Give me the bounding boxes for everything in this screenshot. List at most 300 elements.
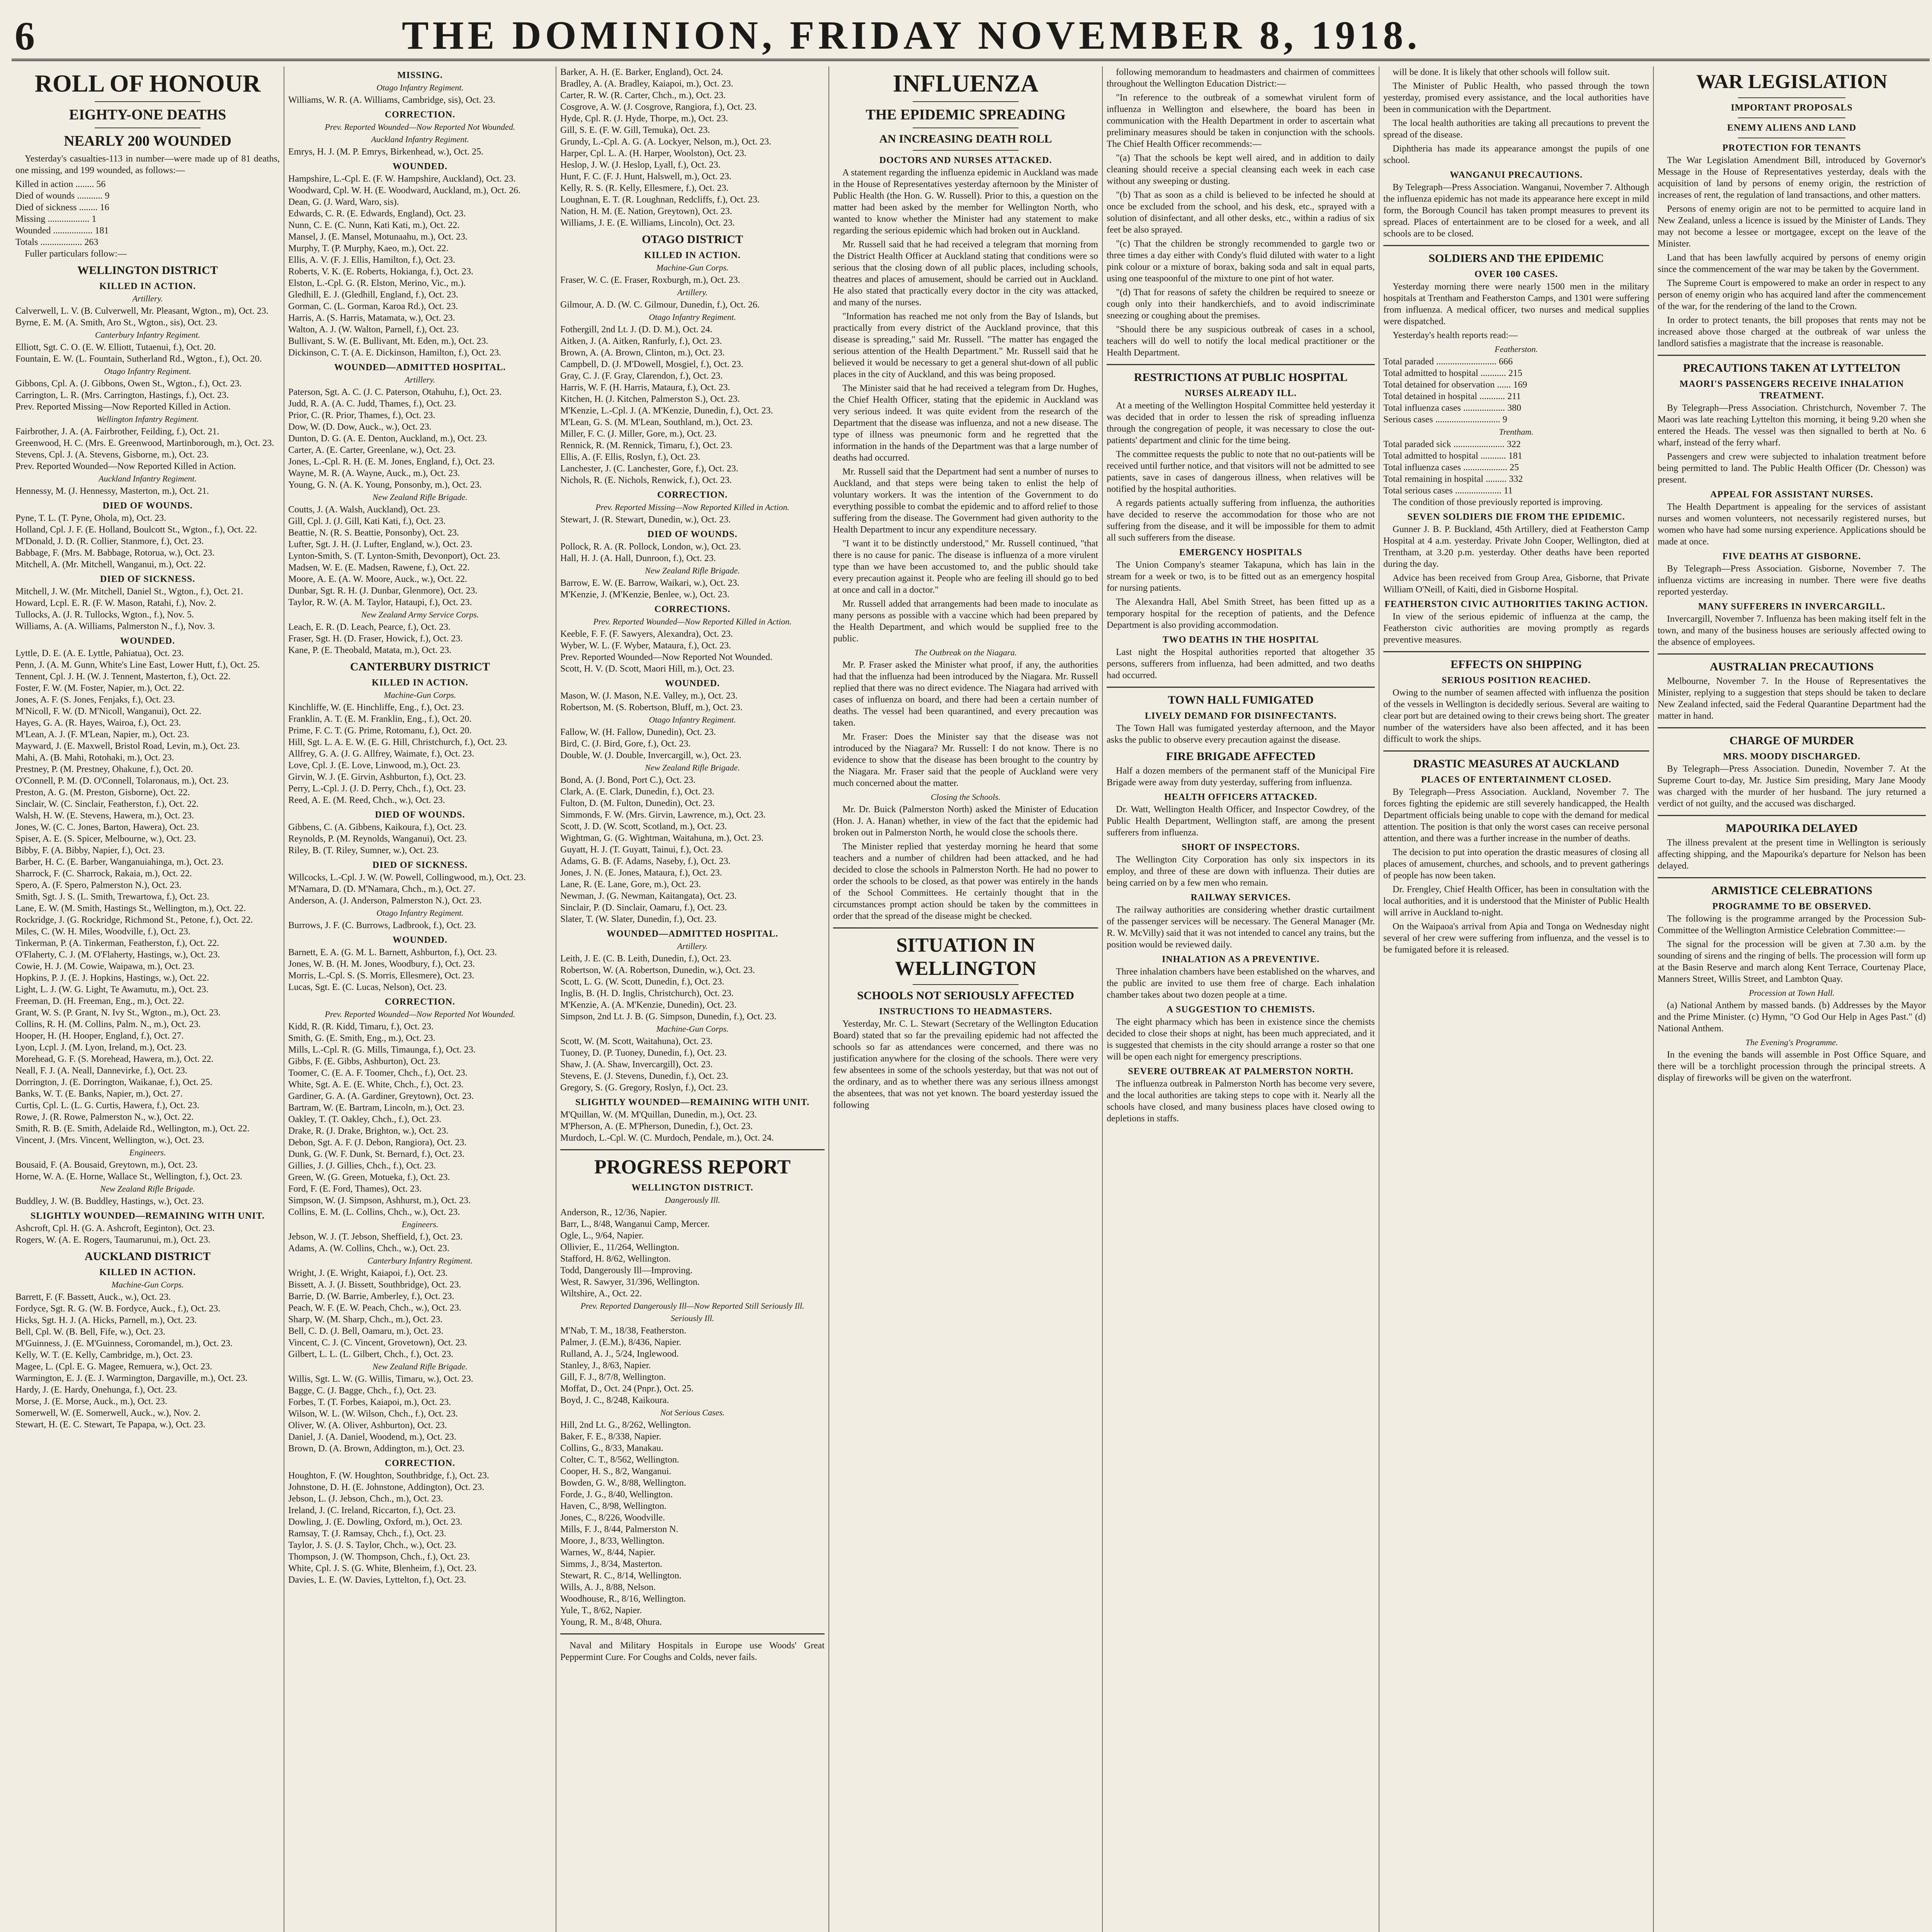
list-item: Hall, H. J. (A. Hall, Dunroon, f.), Oct. 23. — [560, 553, 716, 563]
summary-line: Died of wounds ........... 9 — [15, 191, 110, 201]
section-heading: DIED OF SICKNESS. — [100, 574, 196, 584]
list-item: Lyttle, D. E. (A. E. Lyttle, Pahiatua), Oct. 23. — [15, 648, 184, 658]
list-item: Hayes, G. A. (R. Hayes, Wairoa, f.), Oct. 23. — [15, 718, 181, 728]
list-item: Curtis, Cpl. L. (L. G. Curtis, Hawera, f.), Oct. 23. — [15, 1100, 199, 1111]
unit-heading: Dangerously Ill. — [665, 1195, 720, 1205]
subhead-instructions: INSTRUCTIONS TO HEADMASTERS. — [879, 1007, 1052, 1017]
list-item: Shaw, J. (A. Shaw, Invercargill), Oct. 23. — [560, 1060, 713, 1070]
article-heading: HEALTH OFFICERS ATTACKED. — [1164, 792, 1317, 802]
list-item: Vincent, C. J. (C. Vincent, Grovetown), Oct. 23. — [288, 1338, 467, 1348]
section-heading: KILLED IN ACTION. — [99, 281, 196, 291]
divider — [833, 927, 1098, 929]
casualty-list — [288, 821, 552, 856]
figure-line: Total influenza cases ................... 25 — [1383, 463, 1519, 473]
list-item: Scott, W. (M. Scott, Waitahuna), Oct. 23. — [560, 1036, 713, 1046]
list-item: Horne, W. A. (E. Horne, Wallace St., Wellington, f.), Oct. 23. — [15, 1172, 243, 1182]
article-paragraph: The influenza outbreak in Palmerston North has become very severe, and the local authorities are taking steps to cope with it. Nearly all the schools have closed, and many business places have closed owing to depletions in staffs. — [1107, 1079, 1375, 1124]
list-item: Edwards, C. R. (E. Edwards, England), Oct. 23. — [288, 209, 466, 219]
list-item: Mayward, J. (E. Maxwell, Bristol Road, Levin, m.), Oct. 23. — [15, 741, 240, 751]
section-heading: WOUNDED. — [665, 679, 720, 689]
casualty-list — [288, 94, 552, 106]
casualty-list — [560, 1036, 825, 1094]
list-item: Stewart, H. (E. C. Stewart, Te Papapa, w.), Oct. 23. — [15, 1420, 206, 1430]
section-heading: WOUNDED. — [120, 636, 175, 646]
divider — [1658, 815, 1926, 816]
list-item: Hill, Sgt. L. A. E. W. (E. G. Hill, Christchurch, f.), Oct. 23. — [288, 737, 507, 747]
list-item: O'Flaherty, C. J. (M. O'Flaherty, Hastings, w.), Oct. 23. — [15, 950, 220, 960]
subhead-enemy-aliens: ENEMY ALIENS AND LAND — [1727, 123, 1857, 133]
headline-soldiers-epidemic: SOLDIERS AND THE EPIDEMIC — [1429, 252, 1604, 265]
casualty-list — [288, 146, 552, 158]
list-item: Emrys, H. J. (M. P. Emrys, Birkenhead, w.), Oct. 25. — [288, 147, 484, 157]
list-item: Colter, C. T., 8/562, Wellington. — [560, 1455, 679, 1465]
article-paragraph: Owing to the number of seamen affected with influenza the position of the vessels in Wellington is decidedly serious. Several are waiting to clear port but are detained owing to their crews being short. The greater number of the watersiders have also been affected, and it has been difficult to work the ships. — [1383, 688, 1649, 744]
article-paragraph: "(d) That for reasons of safety the children be required to sneeze or cough only into their handkerchiefs, and to avoid indiscriminate sneezing or coughing about the premises. — [1107, 287, 1375, 321]
list-item: Oliver, W. (A. Oliver, Ashburton), Oct. 23. — [288, 1420, 447, 1430]
article-paragraph: Melbourne, November 7. In the House of Representatives the Minister, replying to a suggestion that steps should be taken to declare New Zealand infected, said the Federal Quarantine Department had the matter in hand. — [1658, 676, 1926, 721]
figure-line: Total paraded .......................... 666 — [1383, 357, 1513, 367]
section-heading: DIED OF WOUNDS. — [647, 529, 738, 539]
casualty-list — [560, 274, 825, 286]
list-item: Somerwell, W. (E. Somerwell, Auck., w.), Nov. 2. — [15, 1408, 201, 1418]
page-number: 6 — [15, 14, 35, 58]
list-item: Sharrock, F. (C. Sharrock, Rakaia, m.), Oct. 22. — [15, 869, 192, 879]
list-item: M'Lean, G. S. (M. M'Lean, Southland, m.), Oct. 23. — [560, 417, 753, 427]
list-item: Love, Cpl. J. (E. Love, Linwood, m.), Oct. 23. — [288, 760, 461, 770]
unit-heading: New Zealand Army Service Corps. — [361, 610, 479, 619]
article-paragraph: Last night the Hospital authorities reported that altogether 35 persons, sufferers from influenza, had been admitted, and two deaths had occurred. — [1107, 647, 1375, 680]
list-item: Forde, J. G., 8/40, Wellington. — [560, 1490, 673, 1500]
list-item: Coutts, J. (A. Walsh, Auckland), Oct. 23. — [288, 505, 440, 515]
list-item: Haven, C., 8/98, Wellington. — [560, 1501, 667, 1511]
divider — [1383, 750, 1649, 752]
article-paragraph: The War Legislation Amendment Bill, introduced by Governor's Message in the House of Representatives yesterday, deals with the acquisition of land by persons of enemy origin, the restriction of increases of rent, the regulation of land transactions, and other matters. — [1658, 155, 1926, 200]
list-item: Rowe, J. (R. Rowe, Palmerston N., w.), Oct. 22. — [15, 1112, 194, 1122]
list-item: Mills, F. J., 8/44, Palmerston N. — [560, 1524, 679, 1534]
article-paragraph: The local health authorities are taking all precautions to prevent the spread of the disease. — [1383, 118, 1649, 140]
list-item: Morehead, G. F. (S. Morehead, Hawera, m.), Oct. 22. — [15, 1054, 214, 1064]
article-heading: SEVERE OUTBREAK AT PALMERSTON NORTH. — [1128, 1066, 1354, 1077]
section-heading: DIED OF SICKNESS. — [372, 860, 468, 870]
district-heading: WELLINGTON DISTRICT — [77, 264, 218, 277]
list-item: M'Guinness, J. (E. M'Guinness, Coromandel, m.), Oct. 23. — [15, 1338, 233, 1349]
list-item: Leith, J. E. (C. B. Leith, Dunedin, f.), Oct. 23. — [560, 954, 731, 964]
list-item: Light, L. J. (W. G. Light, Te Awamutu, m.), Oct. 23. — [15, 985, 209, 995]
list-item: Fountain, E. W. (L. Fountain, Sutherland Rd., Wgton., f.), Oct. 20. — [15, 354, 262, 364]
list-item: Barr, L., 8/48, Wanganui Camp, Mercer. — [560, 1219, 710, 1229]
list-item: Ellis, A. V. (F. J. Ellis, Hamilton, f.), Oct. 23. — [288, 255, 455, 265]
article-paragraph: "(a) That the schools be kept well aired, and in addition to daily cleaning should receive a special cleansing each week in each case without any sweeping or dusting. — [1107, 153, 1375, 186]
article-paragraph: By Telegraph—Press Association. Christchurch, November 7. The Maori was late reaching Lyttelton this morning, it being 9.20 when she entered the Heads. The vessel was then signalled to berth at No. 6 wharf, instead of the ferry wharf. — [1658, 403, 1926, 448]
article-paragraph: (a) National Anthem by massed bands. (b) Addresses by the Mayor and the Prime Minister. (c) Hymn, "O God Our Help in Ages Past." (d) National Anthem. — [1658, 1000, 1926, 1034]
list-item: Ollivier, E., 11/264, Wellington. — [560, 1242, 679, 1252]
list-item: Prev. Reported Wounded—Now Reported Not Wounded. — [560, 652, 772, 662]
casualty-list — [288, 1470, 552, 1586]
list-item: M'Lean, A. J. (F. M'Lean, Napier, m.), Oct. 23. — [15, 730, 189, 740]
casualty-list — [560, 726, 825, 761]
casualty-list — [15, 342, 280, 365]
article-paragraph: Passengers and crew were subjected to inhalation treatment before being permitted to land. The Public Health Officer (Dr. Chesson) was present. — [1658, 452, 1926, 485]
unit-heading: Otago Infantry Regiment. — [649, 312, 736, 322]
casualty-list — [560, 953, 825, 1022]
divider — [1738, 97, 1845, 98]
list-item: Collins, E. M. (L. Collins, Chch., w.), Oct. 23. — [288, 1207, 460, 1217]
unit-heading: Artillery. — [132, 294, 163, 303]
district-heading: CANTERBURY DISTRICT — [350, 660, 490, 673]
list-item: Murphy, T. (P. Murphy, Kaeo, m.), Oct. 22. — [288, 243, 449, 253]
list-item: Walton, A. J. (W. Walton, Parnell, f.), Oct. 23. — [288, 325, 459, 335]
list-item: Foster, F. W. (M. Foster, Napier, m.), Oct. 22. — [15, 683, 184, 693]
list-item: Davies, L. E. (W. Davies, Lyttelton, f.), Oct. 23. — [288, 1575, 466, 1585]
list-item: Double, W. (J. Double, Invercargill, w.), Oct. 23. — [560, 750, 742, 760]
article-paragraph: following memorandum to headmasters and chairmen of committees throughout the Wellington Education District:— — [1107, 67, 1375, 89]
list-item: Fulton, D. (M. Fulton, Dunedin), Oct. 23. — [560, 798, 715, 808]
headline-lyttelton: PRECAUTIONS TAKEN AT LYTTELTON — [1683, 362, 1901, 374]
fuller-note: Fuller particulars follow:— — [25, 249, 127, 259]
article-paragraph: A statement regarding the influenza epidemic in Auckland was made in the House of Representatives yesterday afternoon by the Minister of Public Health (the Hon. G. W. Russell). Prior to this, a question on the matter had been asked by the member for Wellington North, who wanted to know whether the Minister had any statement to make regarding the serious epidemic which had broken out in Auckland. — [833, 168, 1098, 236]
subhead-wounded: NEARLY 200 WOUNDED — [64, 133, 231, 149]
casualty-list — [288, 1373, 552, 1454]
list-item: Gorman, C. (L. Gorman, Karoa Rd.), Oct. 23. — [288, 301, 458, 311]
list-item: Green, W. (G. Green, Motueka, f.), Oct. 23. — [288, 1172, 450, 1182]
column-7 — [1653, 66, 1930, 1932]
casualty-list — [15, 378, 280, 413]
list-item: Ellis, A. (F. Ellis, Roslyn, f.), Oct. 23. — [560, 452, 701, 462]
list-item: Dunton, D. G. (A. E. Denton, Auckland, m.), Oct. 23. — [288, 434, 487, 444]
subhead-doctors: DOCTORS AND NURSES ATTACKED. — [879, 155, 1052, 165]
article-subheading: The Outbreak on the Niagara. — [914, 648, 1017, 657]
list-item: Ford, F. (E. Ford, Thames), Oct. 23. — [288, 1184, 422, 1194]
list-item: Hooper, H. (H. Hooper, England, f.), Oct. 27. — [15, 1031, 184, 1041]
subhead-schools: SCHOOLS NOT SERIOUSLY AFFECTED — [857, 989, 1074, 1002]
list-item: Jebson, L. (J. Jebson, Chch., m.), Oct. 23. — [288, 1494, 443, 1504]
divider — [913, 984, 1019, 985]
divider — [560, 1149, 825, 1150]
article-heading: MANY SUFFERERS IN INVERCARGILL. — [1698, 602, 1886, 612]
list-item: Penn, J. (A. M. Gunn, White's Line East, Lower Hutt, f.), Oct. 25. — [15, 660, 260, 670]
section-heading: CORRECTION. — [384, 110, 456, 120]
list-item: Hill, 2nd Lt. G., 8/262, Wellington. — [560, 1420, 691, 1430]
casualty-list — [288, 947, 552, 993]
list-item: Keeble, F. F. (F. Sawyers, Alexandra), Oct. 23. — [560, 629, 733, 639]
list-item: Scott, H. V. (D. Scott, Maori Hill, m.), Oct. 23. — [560, 664, 735, 674]
list-item: Gillies, J. (J. Gillies, Chch., f.), Oct. 23. — [288, 1161, 436, 1171]
article-paragraph: The condition of those previously reported is improving. — [1393, 497, 1603, 507]
casualty-list — [560, 299, 825, 311]
intro-paragraph: Yesterday's casualties-113 in number—were made up of 81 deaths, one missing, and 199 wounded, as follows:— — [15, 154, 280, 175]
list-item: Cooper, H. S., 8/2, Wanganui. — [560, 1466, 672, 1476]
list-item: Willcocks, L.-Cpl. J. W. (W. Powell, Collingwood, m.), Oct. 23. — [288, 872, 526, 883]
unit-heading: New Zealand Rifle Brigade. — [645, 566, 740, 575]
list-item: Lynton-Smith, S. (T. Lynton-Smith, Devonport), Oct. 23. — [288, 551, 500, 561]
camp-heading: Featherston. — [1495, 344, 1538, 354]
article-subheading: Closing the Schools. — [930, 792, 1001, 802]
casualty-list — [15, 305, 280, 328]
list-item: Debon, Sgt. A. F. (J. Debon, Rangiora), Oct. 23. — [288, 1138, 467, 1148]
list-item: Wilson, W. L. (W. Wilson, Chch., f.), Oct. 23. — [288, 1409, 458, 1419]
article-paragraph: The Alexandra Hall, Abel Smith Street, has been fitted up as a temporary hospital for the reception of patients, and the Defence Department is also providing accommodation. — [1107, 597, 1375, 630]
list-item: Bell, C. D. (J. Bell, Oamaru, m.), Oct. 23. — [288, 1326, 444, 1336]
subhead-tenants: PROTECTION FOR TENANTS — [1722, 143, 1861, 153]
list-item: Peach, W. F. (E. W. Peach, Chch., w.), Oct. 23. — [288, 1303, 461, 1313]
list-item: Tennent, Cpl. J. H. (W. J. Tennent, Masterton, f.), Oct. 22. — [15, 672, 231, 682]
list-item: Mason, W. (J. Mason, N.E. Valley, m.), Oct. 23. — [560, 691, 738, 701]
list-item: Dow, W. (D. Dow, Auck., w.), Oct. 23. — [288, 422, 432, 432]
list-item: Young, G. N. (A. K. Young, Ponsonby, m.), Oct. 23. — [288, 480, 482, 490]
list-item: Hicks, Sgt. H. J. (A. Hicks, Parnell, m.), Oct. 23. — [15, 1315, 197, 1325]
article-paragraph: "(c) That the children be strongly recommended to gargle two or three times a day either with Condy's fluid diluted with water to a light pink colour or a mixture of borax, baking soda and salt in equal parts, using one teaspoonful of the mixture to one pint of hot water. — [1107, 239, 1375, 284]
article-heading: WANGANUI PRECAUTIONS. — [1450, 170, 1583, 180]
list-item: Carter, A. (E. Carter, Greenlane, w.), Oct. 23. — [288, 445, 456, 455]
article-paragraph: "I want it to be distinctly understood," Mr. Russell continued, "that there is no cause for panic. The disease is influenza of a more virulent type than we have been accustomed to, and the public should take every precaution against it. People who are feeling ill should go to bed at once and call in a doctor." — [833, 539, 1098, 595]
list-item: Pyne, T. L. (T. Pyne, Ohola, m), Oct. 23. — [15, 513, 166, 523]
list-item: Bird, C. (J. Bird, Gore, f.), Oct. 23. — [560, 739, 691, 749]
casualty-list — [560, 1109, 825, 1144]
list-item: Williams, W. R. (A. Williams, Cambridge, sis), Oct. 23. — [288, 95, 495, 105]
list-item: Harper, Cpl. L. A. (H. Harper, Woolston), Oct. 23. — [560, 148, 747, 158]
list-item: M'Pherson, A. (E. M'Pherson, Dunedin, f.), Oct. 23. — [560, 1121, 753, 1131]
headline-town-hall: TOWN HALL FUMIGATED — [1168, 694, 1314, 706]
list-item: Howard, Lcpl. E. R. (F. W. Mason, Ratahi, f.), Nov. 2. — [15, 598, 216, 608]
list-item: Prestney, P. (M. Prestney, Ohakune, f.), Oct. 20. — [15, 764, 193, 774]
list-item: Jones, L.-Cpl. R. H. (E. M. Jones, England, f.), Oct. 23. — [288, 457, 495, 467]
unit-heading: Machine-Gun Corps. — [656, 1024, 729, 1034]
list-item: Taylor, R. W. (A. M. Taylor, Hataupi, f.), Oct. 23. — [288, 597, 472, 607]
figure-line: Serious cases ............................ 9 — [1383, 415, 1507, 425]
list-item: Fairbrother, J. A. (A. Fairbrother, Feilding, f.), Oct. 21. — [15, 427, 219, 437]
subhead-epidemic: THE EPIDEMIC SPREADING — [866, 107, 1066, 123]
headline-war-legislation: WAR LEGISLATION — [1696, 71, 1888, 93]
divider — [1658, 355, 1926, 356]
casualty-list — [288, 702, 552, 806]
list-item: Adams, G. B. (F. Adams, Naseby, f.), Oct. 23. — [560, 856, 731, 866]
subhead-position: SERIOUS POSITION REACHED. — [1442, 675, 1591, 685]
list-item: Carrington, L. R. (Mrs. Carrington, Hastings, f.), Oct. 23. — [15, 390, 229, 400]
article-paragraph: Mr. P. Fraser asked the Minister what proof, if any, the authorities had that the influenza had been introduced by the Niagara. Mr. Russell replied that there was no direct evidence. The Niagara had arrived with cases of influenza on board, and there had been a certain number of deaths. The vessel had been quarantined, and every precaution was taken. — [833, 660, 1098, 728]
article-paragraph: The Town Hall was fumigated yesterday afternoon, and the Mayor asks the public to observe every precaution against the disease. — [1107, 723, 1375, 745]
list-item: Smith, R. B. (E. Smith, Adelaide Rd., Wellington, m.), Oct. 22. — [15, 1124, 250, 1134]
section-heading: CORRECTION. — [384, 1458, 456, 1468]
list-item: Gill, F. J., 8/7/8, Wellington. — [560, 1372, 666, 1382]
list-item: Bowden, G. W., 8/88, Wellington. — [560, 1478, 686, 1488]
subhead-entertainment: PLACES OF ENTERTAINMENT CLOSED. — [1421, 775, 1612, 785]
section-heading: WOUNDED. — [392, 162, 447, 172]
list-item: Sinclair, W. (C. Sinclair, Featherston, f.), Oct. 22. — [15, 799, 199, 809]
headline-roll-of-honour: ROLL OF HONOUR — [34, 70, 261, 97]
column-4 — [828, 66, 1102, 1932]
list-item: M'Nicoll, F. W. (D. M'Nicoll, Wanganui), Oct. 22. — [15, 706, 201, 716]
list-item: Stevens, E. (J. Stevens, Dunedin, f.), Oct. 23. — [560, 1071, 728, 1081]
list-item: Fraser, Sgt. H. (D. Fraser, Howick, f.), Oct. 23. — [288, 634, 463, 644]
headline-progress-report: PROGRESS REPORT — [594, 1156, 791, 1178]
list-item: Guyatt, H. J. (T. Guyatt, Tainui, f.), Oct. 23. — [560, 845, 723, 855]
figure-line: Total detained for observation ...... 169 — [1383, 380, 1527, 390]
casualty-list — [288, 386, 552, 491]
list-item: Bissett, A. J. (J. Bissett, Southbridge), Oct. 23. — [288, 1280, 461, 1290]
list-item: Freeman, D. (H. Freeman, Eng., m.), Oct. 22. — [15, 996, 184, 1006]
list-item: Holland, Cpl. J. F. (E. Holland, Boulcott St., Wgton., f.), Oct. 22. — [15, 525, 257, 535]
list-item: Kinchliffe, W. (E. Hinchliffe, Eng., f.), Oct. 23. — [288, 702, 464, 713]
list-item: Harris, A. (S. Harris, Matamata, w.), Oct. 23. — [288, 313, 455, 323]
list-item: Gregory, S. (G. Gregory, Roslyn, f.), Oct. 23. — [560, 1083, 728, 1093]
figure-line: Total detained in hospital ........... 211 — [1383, 391, 1521, 401]
camp-heading: Trentham. — [1499, 427, 1534, 437]
list-item: Kelly, R. S. (R. Kelly, Ellesmere, f.), Oct. 23. — [560, 183, 729, 193]
casualty-list — [15, 586, 280, 632]
list-item: Stevens, Cpl. J. (A. Stevens, Gisborne, m.), Oct. 23. — [15, 450, 209, 460]
list-item: Brown, D. (A. Brown, Addington, m.), Oct. 23. — [288, 1444, 464, 1454]
figure-line: Total admitted to hospital ........... 215 — [1383, 368, 1522, 378]
list-item: Stewart, R. C., 8/14, Wellington. — [560, 1571, 682, 1581]
column-2 — [284, 66, 556, 1932]
list-item: Madsen, W. E. (E. Madsen, Rawene, f.), Oct. 22. — [288, 563, 470, 573]
casualty-list — [560, 324, 825, 486]
headline-situation-wellington: SITUATION IN WELLINGTON — [895, 934, 1037, 980]
list-item: Byrne, E. M. (A. Smith, Aro St., Wgton., sis), Oct. 23. — [15, 318, 218, 328]
column-5 — [1102, 66, 1379, 1932]
list-item: Ireland, J. (C. Ireland, Riccarton, f.), Oct. 23. — [288, 1505, 456, 1515]
list-item: Rennick, R. (M. Rennick, Timaru, f.), Oct. 23. — [560, 440, 733, 451]
list-item: Lane, R. (E. Lane, Gore, m.), Oct. 23. — [560, 879, 701, 889]
article-paragraph: In view of the serious epidemic of influenza at the camp, the Featherston civic authorities are moving promptly as regards preventive measures. — [1383, 612, 1649, 645]
article-paragraph: The committee requests the public to note that no out-patients will be received until further notice, and that visitors will not be admitted to see patients, save in cases of dangerous illness, when relatives will be notified by the hospital authorities. — [1107, 449, 1375, 494]
article-paragraph: Mr. Russell said that he had received a telegram that morning from the District Health Officer at Auckland stating that conditions were so serious that the closing down of all public places, including schools, theatres and places of amusement, should be carried out in Auckland. He also stated that practically every doctor in the city was attacked, and many of the nurses. — [833, 240, 1098, 308]
figure-line: Total admitted to hospital ........... 181 — [1383, 451, 1522, 461]
list-item: Mitchell, A. (Mr. Mitchell, Wanganui, m.), Oct. 22. — [15, 560, 206, 570]
section-heading: WELLINGTON DISTRICT. — [631, 1183, 753, 1193]
list-item: Wright, J. (E. Wright, Kaiapoi, f.), Oct. 23. — [288, 1268, 448, 1278]
list-item: Nichols, R. (E. Nichols, Renwick, f.), Oct. 23. — [560, 475, 732, 485]
casualty-list — [288, 920, 552, 931]
casualty-list — [560, 66, 825, 229]
casualty-list — [15, 1196, 280, 1207]
article-paragraph: Yesterday morning there were nearly 1500 men in the military hospitals at Trentham and Featherston Camps, and 1301 were suffering from influenza. A medical officer, two nurses and medical supplies were dispatched. — [1383, 282, 1649, 327]
article-heading: INHALATION AS A PREVENTIVE. — [1162, 954, 1320, 964]
column-6 — [1379, 66, 1653, 1932]
article-paragraph: "Information has reached me not only from the Bay of Islands, but practically from every district of the Auckland province, that this disease is spreading," said Mr. Russell. "The matter has engaged the serious attention of the Health Department." Mr. Russell said that he believed it would be necessary to get a general shut-down of all public places in the city of Auckland, and this was being proposed. — [833, 311, 1098, 379]
list-item: Tuoney, D. (P. Tuoney, Dunedin, f.), Oct. 23. — [560, 1048, 727, 1058]
list-item: Hardy, J. (E. Hardy, Onehunga, f.), Oct. 23. — [15, 1385, 177, 1395]
list-item: Newman, J. (G. Newman, Kaitangata), Oct. 23. — [560, 891, 737, 901]
list-item: Gibbens, C. (A. Gibbens, Kaikoura, f.), Oct. 23. — [288, 822, 467, 832]
summary-line: Missing .................. 1 — [15, 214, 97, 224]
list-item: Jones, A. F. (S. Jones, Fenjaks, f.), Oct. 23. — [15, 695, 175, 705]
article-paragraph: The Minister replied that yesterday morning he heard that some teachers and a number of children had been attacked, and he had decided to close the schools in Palmerston North. He had no power to order the schools to be closed, as that power was entirely in the hands of the School Committees. He certainly thought that in the circumstances prompt action should be taken by the committees in order that the spread of the disease might be checked. — [833, 842, 1098, 921]
section-heading: KILLED IN ACTION. — [644, 250, 741, 260]
list-item: Gledhill, E. J. (Gledhill, England, f.), Oct. 23. — [288, 290, 458, 300]
list-item: Palmer, J. (E.M.), 8/436, Napier. — [560, 1337, 681, 1347]
list-item: Scott, J. D. (W. Scott, Scotland, m.), Oct. 23. — [560, 821, 727, 832]
article-paragraph: Land that has been lawfully acquired by persons of enemy origin since the commencement of the war may be taken by the Government. — [1658, 253, 1926, 274]
article-paragraph: Advice has been received from Group Area, Gisborne, that Private William O'Neill, of Kaiti, died in Gisborne Hospital. — [1383, 573, 1649, 595]
list-item: Robertson, M. (S. Robertson, Bluff, m.), Oct. 23. — [560, 702, 743, 713]
list-item: M'Kenzie, J. (M'Kenzie, Benlee, w.), Oct. 23. — [560, 590, 730, 600]
list-item: Simmonds, F. W. (Mrs. Girvin, Lawrence, m.), Oct. 23. — [560, 810, 766, 820]
article-paragraph: On the Waipaoa's arrival from Apia and Tonga on Wednesday night several of her crew were suffering from influenza, and the vessel is to be fumigated before it is released. — [1383, 922, 1649, 955]
list-item: O'Connell, P. M. (D. O'Connell, Tolaronaus, m.), Oct. 23. — [15, 776, 229, 786]
article-paragraph: Persons of enemy origin are not to be permitted to acquire land in New Zealand, unless a licence is issued by the Minister of Lands. They may not become a lessee or mortgagee, except on the leave of the Minister. — [1658, 204, 1926, 249]
article-paragraph: A regards patients actually suffering from influenza, the authorities have decided to reserve the accommodation for those who are not suffering from the disease, and it will be impossible for them to admit all such sufferers from the disease. — [1107, 498, 1375, 543]
list-item: Rogers, W. (A. E. Rogers, Taumarunui, m.), Oct. 23. — [15, 1235, 211, 1245]
list-item: Cowie, H. J. (M. Cowie, Waipawa, m.), Oct. 23. — [15, 961, 194, 971]
correction-note: Prev. Reported Missing—Now Reported Killed in Action. — [595, 502, 789, 512]
list-item: Barnett, E. A. (G. M. L. Barnett, Ashburton, f.), Oct. 23. — [288, 947, 497, 957]
camp-figures — [1383, 356, 1649, 425]
list-item: Magee, L. (Cpl. E. G. Magee, Remuera, w.), Oct. 23. — [15, 1362, 212, 1372]
list-item: Gibbs, F. (E. Gibbs, Ashburton), Oct. 23. — [288, 1056, 440, 1066]
list-item: Moore, J., 8/33, Wellington. — [560, 1536, 665, 1546]
article-paragraph: "(b) That as soon as a child is believed to be infected he should at once be excluded from the school, and his desk, etc., sprayed with a solution of disinfectant, and all other desks, etc., within a radius of six feet be also sprayed. — [1107, 190, 1375, 235]
unit-heading: New Zealand Rifle Brigade. — [645, 763, 740, 772]
casualty-list — [560, 1325, 825, 1406]
list-item: Mansel, J. (E. Mansel, Motunaahu, m.), Oct. 23. — [288, 232, 468, 242]
list-item: Warnes, W., 8/44, Napier. — [560, 1548, 656, 1558]
list-item: Miles, C. (W. H. Miles, Woodville, f.), Oct. 23. — [15, 927, 190, 937]
unit-heading: Machine-Gun Corps. — [111, 1280, 184, 1289]
unit-heading: Engineers. — [129, 1148, 166, 1157]
article-paragraph: Diphtheria has made its appearance amongst the pupils of one school. — [1383, 144, 1649, 165]
casualty-list — [560, 628, 825, 675]
list-item: White, Sgt. A. E. (E. White, Chch., f.), Oct. 23. — [288, 1080, 464, 1090]
list-item: Bartram, W. (E. Bartram, Lincoln, m.), Oct. 23. — [288, 1103, 464, 1113]
article-heading: FEATHERSTON CIVIC AUTHORITIES TAKING ACTION. — [1384, 599, 1648, 609]
list-item: Kidd, R. (R. Kidd, Timaru, f.), Oct. 23. — [288, 1022, 434, 1032]
casualty-list — [15, 485, 280, 497]
list-item: Gilbert, L. L. (L. Gilbert, Chch., f.), Oct. 23. — [288, 1349, 454, 1359]
list-item: Thompson, J. (W. Thompson, Chch., f.), Oct. 23. — [288, 1552, 470, 1562]
casualty-list — [15, 426, 280, 472]
casualty-list — [288, 872, 552, 906]
divider — [1658, 877, 1926, 878]
article-heading: FIVE DEATHS AT GISBORNE. — [1722, 551, 1861, 561]
article-paragraph: "In reference to the outbreak of a somewhat virulent form of influenza in Wellington and elsewhere, the board has been in communication with the Health Department in order to ascertain what preliminary measures should be taken in conjunction with the schools. The Chief Health Officer recommends:— — [1107, 93, 1375, 149]
section-heading: KILLED IN ACTION. — [99, 1267, 196, 1277]
list-item: Spero, A. (F. Spero, Palmerston N.), Oct. 23. — [15, 880, 182, 890]
list-item: Ogle, L., 9/64, Napier. — [560, 1231, 644, 1241]
list-item: Prior, C. (R. Prior, Thames, f.), Oct. 23. — [288, 410, 435, 420]
casualty-list — [560, 774, 825, 925]
article-paragraph: Mr. Dr. Buick (Palmerston North) asked the Minister of Education (Hon. J. A. Hanan) whether, in view of the fact that the epidemic had broken out in Palmerston North, he would close the schools there. — [833, 804, 1098, 838]
list-item: Bradley, A. (A. Bradley, Kaiapoi, m.), Oct. 23. — [560, 79, 733, 89]
list-item: Nunn, C. E. (C. Nunn, Kati Kati, m.), Oct. 22. — [288, 220, 460, 230]
advertisement-text: Naval and Military Hospitals in Europe use Woods' Great Peppermint Cure. For Coughs and Colds, never fails. — [560, 1641, 825, 1662]
list-item: Collins, G., 8/33, Manakau. — [560, 1443, 663, 1453]
casualty-list — [560, 541, 825, 564]
divider — [1658, 653, 1926, 655]
list-item: M'Nab, T. M., 18/38, Featherston. — [560, 1326, 687, 1336]
casualty-list — [288, 1267, 552, 1360]
unit-heading: Machine-Gun Corps. — [384, 690, 456, 700]
list-item: Vincent, J. (Mrs. Vincent, Wellington, w.), Oct. 23. — [15, 1135, 204, 1145]
column-1 — [12, 66, 284, 1932]
list-item: Scott, L. G. (W. Scott, Dunedin, f.), Oct. 23. — [560, 977, 724, 987]
article-heading: APPEAL FOR ASSISTANT NURSES. — [1710, 490, 1873, 500]
subhead-disinfectants: LIVELY DEMAND FOR DISINFECTANTS. — [1145, 711, 1337, 721]
subhead-nurses: NURSES ALREADY ILL. — [1185, 388, 1297, 398]
divider — [1738, 117, 1845, 118]
list-item: Franklin, A. T. (E. M. Franklin, Eng., f.), Oct. 20. — [288, 714, 472, 724]
list-item: Jones, C., 8/226, Woodville. — [560, 1513, 665, 1523]
list-item: Drake, R. (J. Drake, Brighton, w.), Oct. 23. — [288, 1126, 449, 1136]
casualty-list — [288, 173, 552, 359]
list-item: Riley, B. (T. Riley, Sumner, w.), Oct. 23. — [288, 845, 439, 855]
unit-heading: Otago Infantry Regiment. — [376, 83, 464, 92]
list-item: Miller, F. C. (J. Miller, Gore, m.), Oct. 23. — [560, 429, 717, 439]
list-item: Murdoch, L.-Cpl. W. (C. Murdoch, Pendale, m.), Oct. 24. — [560, 1133, 774, 1143]
camp-figures — [1383, 439, 1649, 497]
list-item: Reed, A. E. (M. Reed, Chch., w.), Oct. 23. — [288, 795, 445, 805]
article-paragraph: Gunner J. B. P. Buckland, 45th Artillery, died at Featherston Camp Hospital at 4 a.m. yesterday. Private John Cooper, Wellington, died at Trentham, at 3.20 p.m. yesterday. Other deaths have been reported during the day. — [1383, 524, 1649, 569]
